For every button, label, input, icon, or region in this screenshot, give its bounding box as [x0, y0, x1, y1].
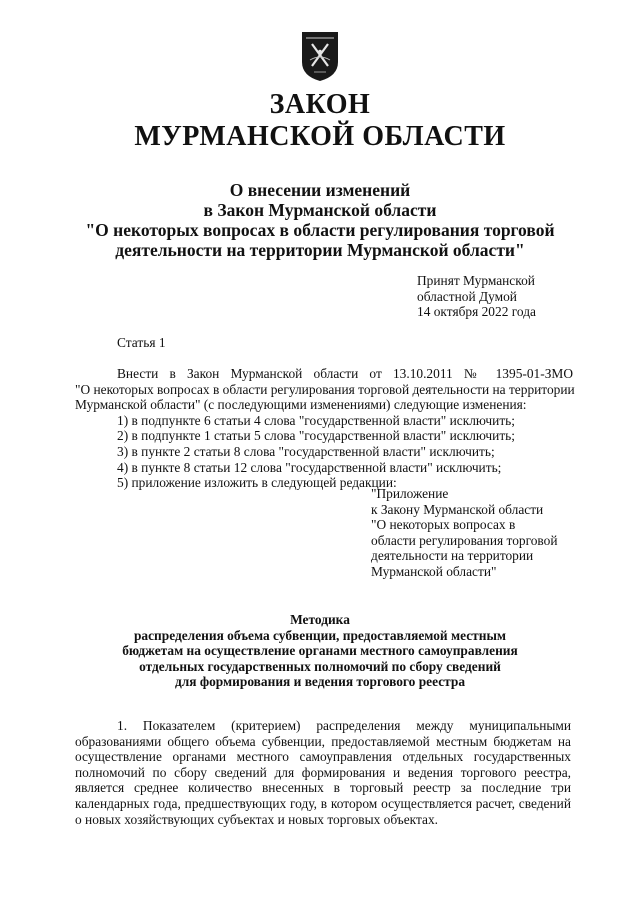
adoption-line-2: областной Думой	[417, 288, 517, 304]
methodology-heading-block	[0, 612, 640, 690]
region-heading: МУРМАНСКОЙ ОБЛАСТИ	[134, 121, 506, 152]
paragraph-line: полномочий по сбору сведений для формирования и ведения торгового реестра,	[75, 764, 571, 780]
subtitle-line-2: в Закон Мурманской области	[203, 200, 437, 220]
amendments-intro-line-3: Мурманской области" (с последующими изменениями) следующие изменения:	[75, 397, 527, 413]
paragraph-line: является среднее количество внесенных в торговый реестр за последние три	[75, 780, 571, 796]
appendix-line: области регулирования торговой	[371, 532, 558, 548]
amendment-item: 1) в подпункте 6 статьи 4 слова "государственной власти" исключить;	[117, 412, 515, 428]
adoption-date: 14 октября 2022 года	[417, 304, 536, 320]
appendix-line: Мурманской области"	[371, 563, 497, 579]
paragraph-line: 1. Показателем (критерием) распределения между муниципальными	[117, 718, 571, 733]
appendix-line: "О некоторых вопросах в	[371, 517, 516, 533]
subtitle-line-1: О внесении изменений	[229, 180, 411, 200]
adoption-note	[417, 273, 617, 320]
methodology-line: бюджетам на осуществление органами местного самоуправления	[122, 643, 518, 659]
amendment-item: 4) в пункте 8 статьи 12 слова "государственной власти" исключить;	[117, 459, 502, 475]
amendment-item: 5) приложение изложить в следующей редакции:	[117, 475, 397, 491]
appendix-line: деятельности на территории	[371, 548, 534, 564]
appendix-reference	[371, 486, 591, 580]
adoption-line-1: Принят Мурманской	[417, 273, 535, 288]
amendment-item: 2) в подпункте 1 статьи 5 слова "государственной власти" исключить;	[117, 428, 515, 444]
amendments-intro-line-2: "О некоторых вопросах в области регулирования торговой деятельности на территории	[75, 381, 575, 397]
paragraph-line: о новых хозяйствующих субъектах и новых торговых объектах.	[75, 811, 438, 827]
subtitle-line-4: деятельности на территории Мурманской области"	[115, 240, 525, 260]
appendix-line: "Приложение	[371, 486, 449, 501]
methodology-paragraph-1	[75, 718, 571, 827]
amendment-item: 3) в пункте 2 статьи 8 слова "государственной власти" исключить;	[117, 443, 495, 459]
appendix-line: к Закону Мурманской области	[371, 501, 544, 517]
article-number: Статья 1	[117, 335, 166, 350]
paragraph-line: осуществление органами местного самоуправления отдельных государственных	[75, 749, 571, 765]
law-heading: ЗАКОН	[269, 89, 371, 120]
methodology-line: для формирования и ведения торгового реестра	[174, 674, 466, 690]
amendments-intro-line-1: Внести в Закон Мурманской области от 13.10.2011 № 1395-01-ЗМО	[117, 366, 573, 381]
subtitle-line-3: "О некоторых вопросах в области регулирования торговой	[85, 220, 555, 240]
paragraph-line: календарных года, предшествующих году, в котором осуществляется расчет, сведений	[75, 795, 571, 811]
coat-of-arms-emblem	[300, 30, 340, 82]
methodology-line: отдельных государственных полномочий по сбору сведений	[139, 658, 501, 674]
paragraph-line: образованиями общего объема субвенции, предоставляемой местным бюджетам на	[75, 733, 571, 749]
methodology-heading: Методика	[290, 612, 350, 627]
amendments-block	[75, 366, 573, 491]
methodology-line: распределения объема субвенции, предоставляемой местным	[133, 627, 507, 643]
